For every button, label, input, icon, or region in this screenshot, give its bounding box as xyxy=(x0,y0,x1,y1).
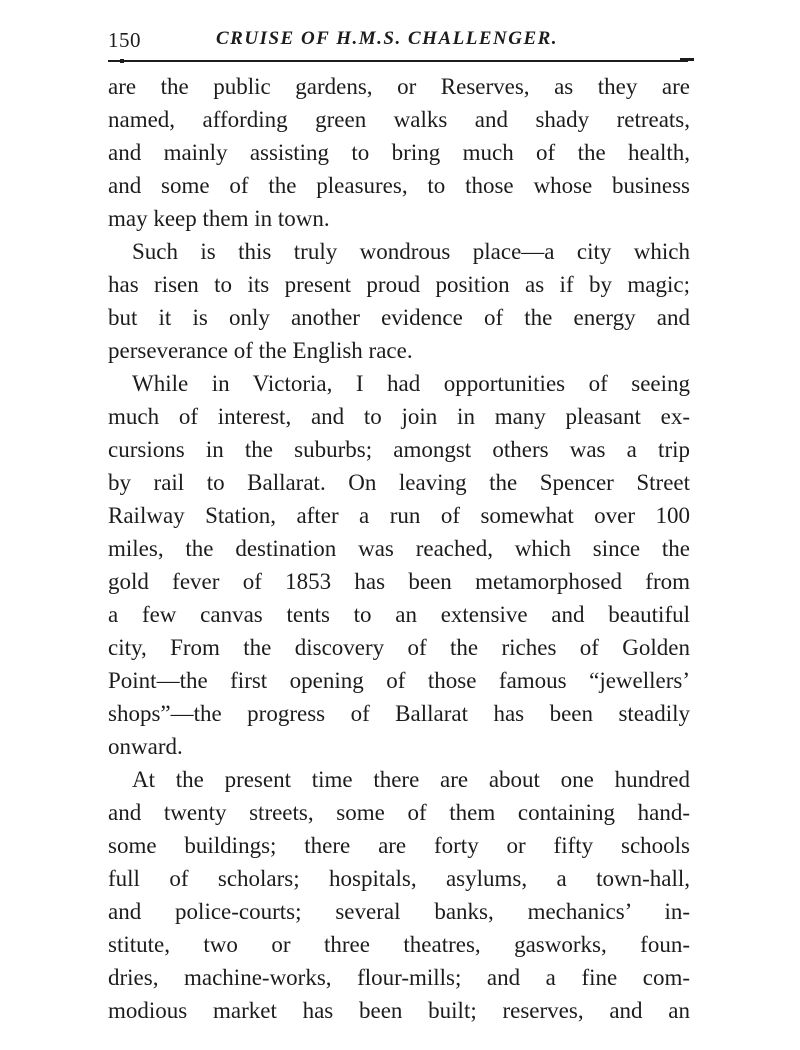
page-number: 150 xyxy=(108,28,141,52)
text-line: much of interest, and to join in many pleasant ex- xyxy=(108,404,690,429)
text-line: Point—the first opening of those famous “jewellers’ xyxy=(108,668,690,693)
text-line: are the public gardens, or Reserves, as they are xyxy=(108,74,690,99)
paragraph xyxy=(108,763,690,1027)
text-line: named, affording green walks and shady retreats, xyxy=(108,107,690,132)
body-text xyxy=(108,70,690,1027)
text-line: Railway Station, after a run of somewhat over 100 xyxy=(108,503,690,528)
paragraph xyxy=(108,235,690,367)
text-line: full of scholars; hospitals, asylums, a town-hall, xyxy=(108,866,690,891)
text-line: Such is this truly wondrous place—a city which xyxy=(132,239,690,264)
text-line: perseverance of the English race. xyxy=(108,338,413,363)
text-line: dries, machine-works, flour-mills; and a fine com- xyxy=(108,965,690,990)
text-line: a few canvas tents to an extensive and beautiful xyxy=(108,602,690,627)
text-line: modious market has been built; reserves, and an xyxy=(108,998,690,1023)
text-line: gold fever of 1853 has been metamorphosed from xyxy=(108,569,690,594)
text-line: and police-courts; several banks, mechanics’ in- xyxy=(108,899,690,924)
text-line: but it is only another evidence of the energy and xyxy=(108,305,690,330)
text-line: and twenty streets, some of them containing hand- xyxy=(108,800,690,825)
text-line: may keep them in town. xyxy=(108,206,330,231)
text-line: While in Victoria, I had opportunities of seeing xyxy=(132,371,690,396)
text-line: onward. xyxy=(108,734,183,759)
running-head xyxy=(108,28,688,58)
header-rule xyxy=(108,60,688,62)
text-line: miles, the destination was reached, which since the xyxy=(108,536,690,561)
text-line: stitute, two or three theatres, gasworks, foun- xyxy=(108,932,690,957)
text-line: city, From the discovery of the riches of Golden xyxy=(108,635,690,660)
text-line: has risen to its present proud position as if by magic; xyxy=(108,272,690,297)
paragraph xyxy=(108,70,690,235)
text-line: some buildings; there are forty or fifty schools xyxy=(108,833,690,858)
text-line: At the present time there are about one hundred xyxy=(132,767,690,792)
paragraph xyxy=(108,367,690,763)
text-line: by rail to Ballarat. On leaving the Spencer Street xyxy=(108,470,690,495)
text-line: cursions in the suburbs; amongst others was a trip xyxy=(108,437,690,462)
running-title: CRUISE OF H.M.S. CHALLENGER. xyxy=(216,28,559,49)
text-line: and mainly assisting to bring much of the health, xyxy=(108,140,690,165)
text-line: and some of the pleasures, to those whose business xyxy=(108,173,690,198)
text-line: shops”—the progress of Ballarat has been steadily xyxy=(108,701,690,726)
